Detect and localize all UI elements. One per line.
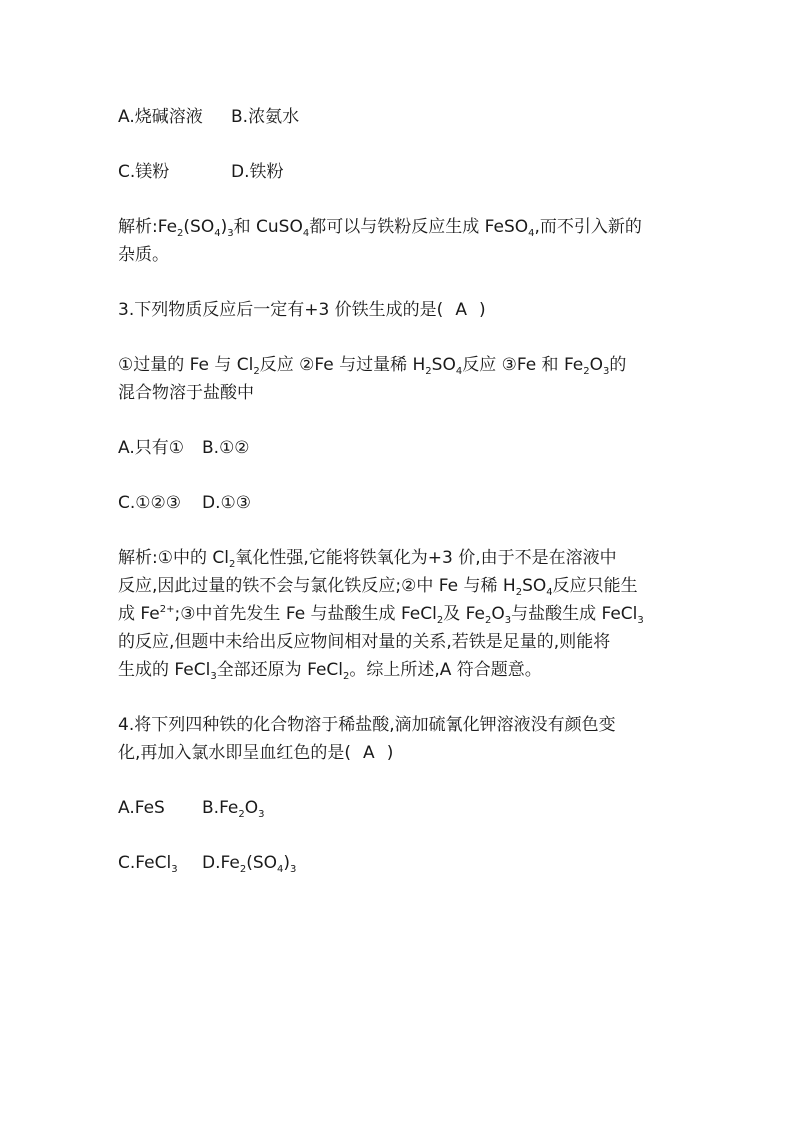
q3-answer: A	[455, 300, 467, 320]
q2-option-c: C.镁粉	[118, 162, 170, 182]
q4-options-cd	[118, 850, 688, 877]
q2-analysis-line2: 杂质。	[118, 245, 169, 265]
q2-option-d: D.铁粉	[231, 162, 284, 182]
q4-answer: A	[363, 743, 375, 763]
q3-analysis-line2: 反应,因此过量的铁不会与氯化铁反应;②中 Fe 与稀 $H_2SO_4$反应只能生	[118, 576, 638, 598]
q2-option-b: B.浓氨水	[231, 107, 300, 127]
q4-option-a: A.FeS	[118, 798, 165, 818]
q4-option-b: $B.Fe_2O_3$	[202, 798, 265, 820]
q3-analysis-line3: 成 $Fe^{2+};③$中首先发生 Fe 与盐酸生成 FeCl$_2$及 $Fe_2O_3$与盐酸生成 FeCl$_3$	[118, 604, 644, 626]
document-page	[118, 104, 688, 877]
q4-stem-line1: 4.将下列四种铁的化合物溶于稀盐酸,滴加硫氰化钾溶液没有颜色变	[118, 715, 616, 735]
q2-analysis-line1: 解析$:Fe_2(SO_4)_3$和 CuSO$_4$都可以与铁粉反应生成 FeSO$_4$,而不引入新的	[118, 217, 642, 239]
q3-analysis-line4: 的反应,但题中未给出反应物间相对量的关系,若铁是足量的,则能将	[118, 632, 611, 652]
q3-analysis-line5: 生成的 FeCl$_3$全部还原为 FeCl$_2$。综上所述,A 符合题意。	[118, 660, 542, 682]
q3-option-b: B.①②	[202, 438, 250, 458]
q3-options-ab	[118, 435, 688, 462]
q3-stem: 3.下列物质反应后一定有+3 价铁生成的是( A )	[118, 297, 688, 324]
q2-options-ab	[118, 104, 688, 131]
q3-options-cd	[118, 490, 688, 517]
q2-options-cd	[118, 159, 688, 186]
q4-option-d: $D.Fe_2(SO_4)_3$	[202, 853, 297, 875]
q4-option-c: C.FeCl$_3$	[118, 853, 178, 875]
q3-option-d: D.①③	[202, 493, 251, 513]
q2-option-a: A.烧碱溶液	[118, 107, 203, 127]
q3-option-a: A.只有①	[118, 438, 184, 458]
q3-items-line1: ①过量的 Fe 与 $Cl_2$反应 ②Fe 与过量稀 $H_2SO_4$反应 ③Fe 和 $Fe_2O_3$的	[118, 355, 627, 377]
q3-analysis-line1: 解析:①中的 $Cl_2$氧化性强,它能将铁氧化为+3 价,由于不是在溶液中	[118, 548, 617, 570]
q3-items-line2: 混合物溶于盐酸中	[118, 383, 254, 403]
q4-options-ab	[118, 795, 688, 822]
q3-option-c: C.①②③	[118, 493, 181, 513]
q4-stem-line2: 化,再加入氯水即呈血红色的是( A )	[118, 740, 688, 767]
